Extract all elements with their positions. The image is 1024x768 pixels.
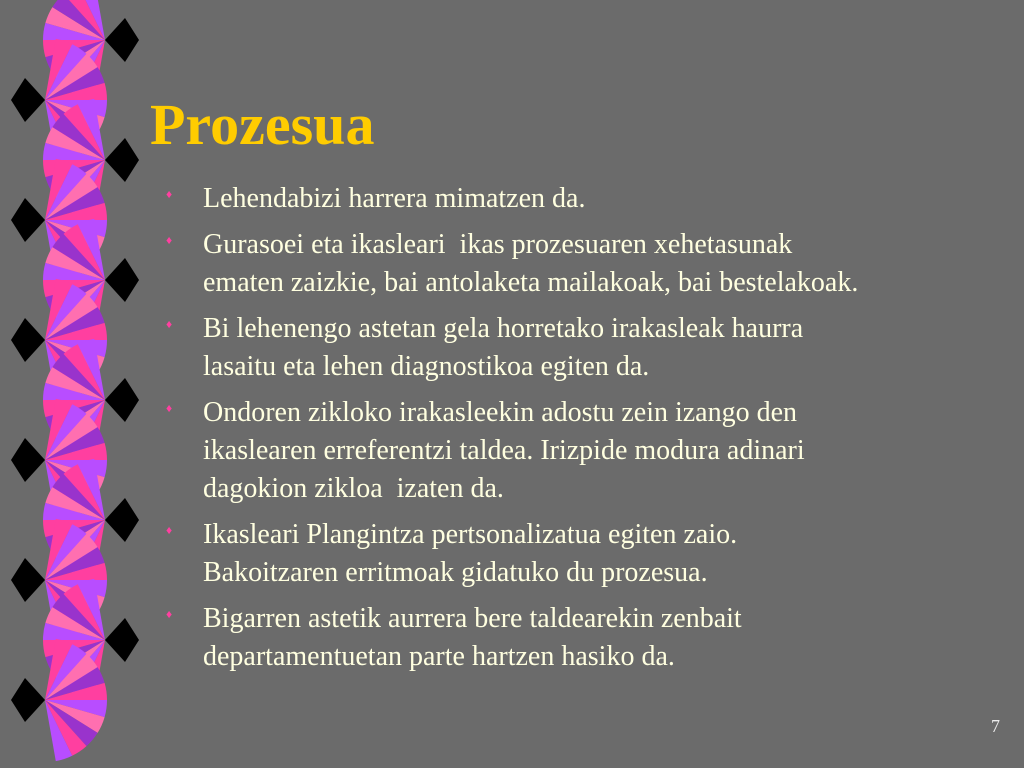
fan-tip: [105, 618, 139, 662]
fan-tip: [11, 438, 45, 482]
bullet-item: [160, 226, 1010, 302]
bullet-item: [160, 310, 1010, 386]
bullet-text: Ondoren zikloko irakasleekin adostu zein izango den ikaslearen erreferentzi taldea. Irizpide modura adinari dagokion zikloa izaten da.: [203, 397, 805, 504]
fan-tip: [11, 78, 45, 122]
fan-tip: [11, 318, 45, 362]
bullet-item: [160, 600, 1010, 676]
fan-tip: [11, 678, 45, 722]
diamond-bullet-icon: ♦: [166, 187, 173, 201]
fan-tip: [105, 258, 139, 302]
fan-tip: [105, 18, 139, 62]
bullet-item: [160, 516, 1010, 592]
bullet-text: Bigarren astetik aurrera bere taldearekin zenbait departamentuetan parte hartzen hasiko da.: [203, 603, 742, 672]
bullet-text: Bi lehenengo astetan gela horretako irakasleak haurra lasaitu eta lehen diagnostikoa egiten da.: [203, 313, 804, 382]
fan-tip: [11, 558, 45, 602]
diamond-bullet-icon: ♦: [166, 523, 173, 537]
diamond-bullet-icon: ♦: [166, 317, 173, 331]
diamond-bullet-icon: ♦: [166, 607, 173, 621]
bullet-text: Ikasleari Plangintza pertsonalizatua egiten zaio. Bakoitzaren erritmoak gidatuko du prozesua.: [203, 519, 738, 588]
fan-tip: [105, 138, 139, 182]
fan-tip: [11, 198, 45, 242]
bullet-item: [160, 394, 1010, 508]
slide-title: Prozesua: [150, 92, 375, 157]
diamond-bullet-icon: ♦: [166, 233, 173, 247]
fan-tip: [105, 378, 139, 422]
page-number: 7: [991, 716, 1000, 736]
fan-tip: [105, 498, 139, 542]
bullet-list: [160, 180, 1010, 684]
bullet-text: Gurasoei eta ikasleari ikas prozesuaren xehetasunak ematen zaizkie, bai antolaketa mailakoak, bai bestelakoak.: [203, 229, 859, 298]
bullet-item: [160, 180, 1010, 218]
decorative-fan-border: [0, 0, 150, 768]
bullet-text: Lehendabizi harrera mimatzen da.: [203, 183, 586, 214]
diamond-bullet-icon: ♦: [166, 401, 173, 415]
